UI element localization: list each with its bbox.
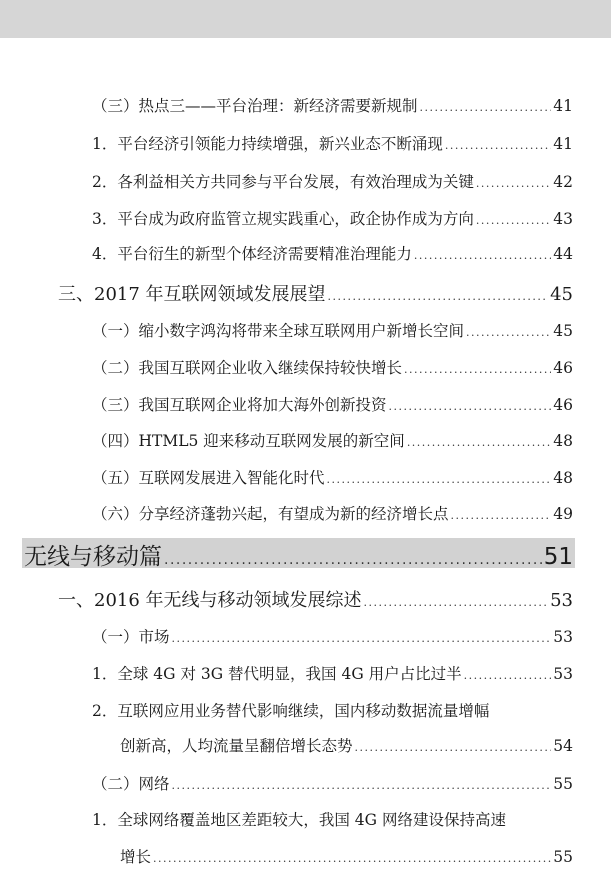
dot-leader bbox=[476, 214, 551, 227]
toc-section-entry[interactable] bbox=[58, 280, 573, 306]
dot-leader bbox=[476, 177, 551, 190]
toc-entry[interactable] bbox=[92, 662, 573, 684]
dot-leader bbox=[172, 779, 552, 792]
dot-leader bbox=[451, 509, 552, 522]
toc-entry-title: （二）网络 bbox=[92, 775, 170, 793]
toc-entry[interactable] bbox=[92, 132, 573, 154]
toc-section-entry[interactable] bbox=[58, 586, 573, 612]
dot-leader bbox=[172, 632, 552, 645]
toc-entry[interactable] bbox=[92, 502, 573, 524]
chapter-heading[interactable] bbox=[22, 538, 575, 568]
toc-entry-title: （六）分享经济蓬勃兴起，有望成为新的经济增长点 bbox=[92, 505, 449, 523]
toc-entry-title: （一）缩小数字鸿沟将带来全球互联网用户新增长空间 bbox=[92, 322, 465, 340]
toc-entry-page: 43 bbox=[553, 210, 573, 228]
toc-entry-title: （五）互联网发展进入智能化时代 bbox=[92, 469, 325, 487]
toc-entry[interactable] bbox=[92, 429, 573, 451]
toc-entry-title: 三、2017 年互联网领域发展展望 bbox=[58, 284, 326, 305]
toc-entry-page: 53 bbox=[553, 665, 573, 683]
dot-leader bbox=[364, 596, 549, 609]
toc-entry-page: 48 bbox=[553, 432, 573, 450]
toc-entry-title: （一）市场 bbox=[92, 628, 170, 646]
dot-leader bbox=[328, 290, 549, 303]
chapter-title: 无线与移动篇 bbox=[24, 544, 162, 570]
toc-entry[interactable] bbox=[92, 319, 573, 341]
dot-leader bbox=[420, 101, 552, 114]
toc-entry-page: 53 bbox=[550, 590, 573, 611]
dot-leader bbox=[327, 473, 552, 486]
toc-entry[interactable] bbox=[92, 466, 573, 488]
toc-entry[interactable] bbox=[92, 625, 573, 647]
toc-entry-page: 54 bbox=[553, 737, 573, 755]
toc-entry-title-line1[interactable]: 2．互联网应用业务替代影响继续，国内移动数据流量增幅 bbox=[92, 702, 490, 720]
toc-entry-page: 49 bbox=[553, 505, 573, 523]
dot-leader bbox=[404, 363, 551, 376]
dot-leader bbox=[464, 669, 552, 682]
toc-entry-page: 46 bbox=[553, 396, 573, 414]
toc-entry-page: 44 bbox=[553, 245, 573, 263]
toc-entry-title: 1．平台经济引领能力持续增强，新兴业态不断涌现 bbox=[92, 135, 443, 153]
toc-entry-title: 2．各利益相关方共同参与平台发展，有效治理成为关键 bbox=[92, 173, 474, 191]
toc-entry-page: 53 bbox=[553, 628, 573, 646]
toc-entry-page: 46 bbox=[553, 359, 573, 377]
toc-entry[interactable] bbox=[92, 356, 573, 378]
toc-entry-title: （四）HTML5 迎来移动互联网发展的新空间 bbox=[92, 432, 405, 450]
dot-leader bbox=[407, 436, 551, 449]
toc-entry-title-line2: 创新高，人均流量呈翻倍增长态势 bbox=[120, 737, 353, 755]
chapter-entry bbox=[24, 538, 573, 571]
toc-entry-page: 41 bbox=[553, 97, 573, 115]
chapter-page: 51 bbox=[543, 544, 573, 570]
dot-leader bbox=[164, 552, 542, 568]
toc-entry-page: 55 bbox=[553, 775, 573, 793]
toc-entry-title: 3．平台成为政府监管立规实践重心，政企协作成为方向 bbox=[92, 210, 474, 228]
toc-entry-title-line2: 增长 bbox=[120, 848, 152, 866]
toc-entry-title: 4．平台衍生的新型个体经济需要精准治理能力 bbox=[92, 245, 412, 263]
dot-leader bbox=[355, 741, 552, 754]
toc-entry-page: 48 bbox=[553, 469, 573, 487]
dot-leader bbox=[389, 400, 552, 413]
toc-entry-title: （三）热点三——平台治理：新经济需要新规制 bbox=[92, 97, 418, 115]
toc-entry-title: 一、2016 年无线与移动领域发展综述 bbox=[58, 590, 362, 611]
toc-entry-continuation[interactable] bbox=[120, 845, 573, 867]
toc-entry-page: 42 bbox=[553, 173, 573, 191]
toc-entry-page: 41 bbox=[553, 135, 573, 153]
toc-entry[interactable] bbox=[92, 207, 573, 229]
dot-leader bbox=[153, 852, 551, 865]
dot-leader bbox=[445, 139, 551, 152]
toc-entry-page: 45 bbox=[550, 284, 573, 305]
dot-leader bbox=[466, 326, 551, 339]
toc-entry-continuation[interactable] bbox=[120, 734, 573, 756]
dot-leader bbox=[414, 249, 551, 262]
toc-entry-title: （二）我国互联网企业收入继续保持较快增长 bbox=[92, 359, 403, 377]
toc-entry-title: （三）我国互联网企业将加大海外创新投资 bbox=[92, 396, 387, 414]
toc-entry-page: 55 bbox=[553, 848, 573, 866]
toc-entry[interactable] bbox=[92, 393, 573, 415]
toc-entry[interactable] bbox=[92, 242, 573, 264]
toc-entry-title: 1．全球 4G 对 3G 替代明显，我国 4G 用户占比过半 bbox=[92, 665, 462, 683]
toc-entry[interactable] bbox=[92, 772, 573, 794]
toc-entry-title-line1[interactable]: 1．全球网络覆盖地区差距较大，我国 4G 网络建设保持高速 bbox=[92, 811, 506, 829]
toc-entry[interactable] bbox=[92, 170, 573, 192]
toc-entry[interactable] bbox=[92, 94, 573, 116]
toc-entry-page: 45 bbox=[553, 322, 573, 340]
